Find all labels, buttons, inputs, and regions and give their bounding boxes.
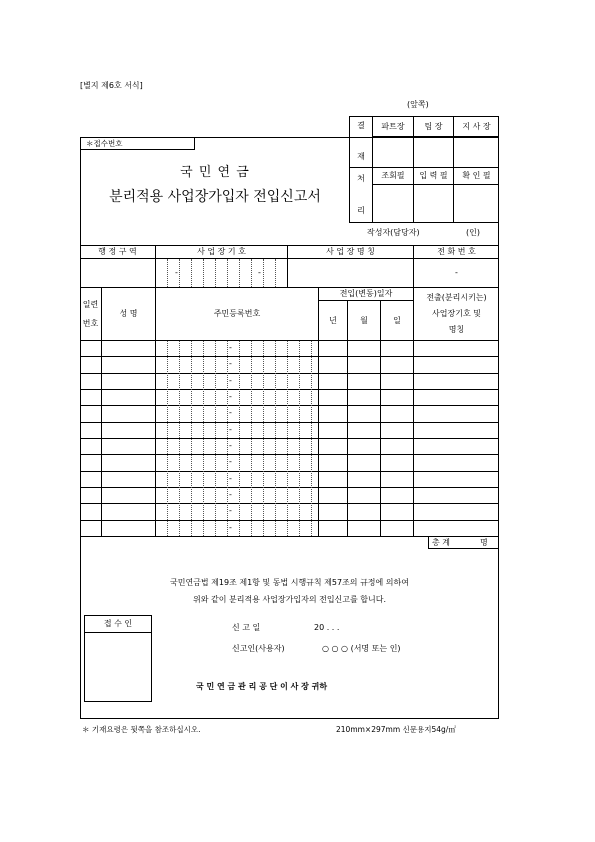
workplace-name-header: 사 업 장 명 칭 <box>326 247 375 256</box>
resident-number-separator: - <box>229 506 232 515</box>
transfer-date-header: 전입(변동)일자 <box>339 289 393 298</box>
table-row-divider <box>80 503 499 504</box>
resident-digit-guide <box>275 341 276 536</box>
table-row-divider <box>80 422 499 423</box>
month-header: 월 <box>360 316 368 325</box>
table-row-divider <box>80 454 499 455</box>
form-title-line2: 분리적용 사업장가입자 전입신고서 <box>109 189 321 205</box>
approval-gyeoljae-char1: 결 <box>357 121 365 130</box>
paper-spec: 210mm×297mm 신문용지54g/㎡ <box>336 725 456 734</box>
origin-header-line2: 사업장기호 및 <box>432 309 481 318</box>
origin-header-line3: 명칭 <box>448 325 465 334</box>
form-title-line1: 국 민 연 금 <box>180 165 250 180</box>
resident-number-separator: - <box>229 474 232 483</box>
receipt-number-label: ＊접수번호 <box>86 139 123 148</box>
approval-inquiry-done: 조회필 <box>381 171 405 180</box>
approval-part-leader: 파트장 <box>381 122 405 131</box>
resident-digit-guide <box>179 341 180 536</box>
writer-label: 작성자(담당자) <box>367 228 420 237</box>
resident-digit-guide <box>311 341 312 536</box>
table-row-divider <box>80 373 499 374</box>
resident-digit-guide <box>227 341 228 536</box>
approval-gyeoljae-char2: 재 <box>357 152 365 161</box>
resident-digit-guide <box>239 341 240 536</box>
resident-number-separator: - <box>229 441 232 450</box>
approval-confirm-done: 확 인 필 <box>462 171 491 180</box>
approval-team-leader: 팀 장 <box>424 122 443 131</box>
resident-digit-guide <box>215 341 216 536</box>
total-label: 총 계 <box>432 538 450 547</box>
phone-separator: - <box>455 268 458 277</box>
table-row-divider <box>80 520 499 521</box>
declaration-line2: 위와 같이 분리적용 사업장가입자의 전입신고를 합니다. <box>193 595 386 604</box>
table-row-divider <box>80 389 499 390</box>
reporter-label: 신고인(사용자) <box>232 644 285 653</box>
approval-cheori-char2: 리 <box>357 206 365 215</box>
addressee: 국 민 연 금 관 리 공 단 이 사 장 귀하 <box>196 682 328 691</box>
receiver-label: 접 수 인 <box>103 619 133 628</box>
resident-digit-guide <box>287 341 288 536</box>
approval-cheori-char1: 처 <box>357 174 365 183</box>
resident-number-separator: - <box>229 408 232 417</box>
resident-digit-guide <box>167 341 168 536</box>
approval-input-done: 입 력 필 <box>419 171 448 180</box>
resident-digit-guide <box>191 341 192 536</box>
table-row-divider <box>80 471 499 472</box>
origin-header-line1: 전출(분리시키는) <box>426 293 487 302</box>
table-row-divider <box>80 405 499 406</box>
workplace-symbol-header: 사 업 장 기 호 <box>197 247 246 256</box>
form-number-label: [별지 제6호 서식] <box>80 81 143 90</box>
resident-number-separator: - <box>229 392 232 401</box>
side-label: (앞쪽) <box>407 100 429 109</box>
resident-digit-guide <box>299 341 300 536</box>
report-date-value[interactable]: 20 . . . <box>314 623 340 632</box>
admin-area-header: 행 정 구 역 <box>98 247 137 256</box>
footnote: ＊ 기재요령은 뒷쪽을 참조하십시오. <box>82 725 201 734</box>
resident-number-separator: - <box>229 359 232 368</box>
symbol-separator-1: - <box>175 268 178 277</box>
day-header: 일 <box>393 316 401 325</box>
resident-number-separator: - <box>229 523 232 532</box>
table-row-divider <box>80 487 499 488</box>
serial-header-line1: 일련 <box>82 300 99 309</box>
serial-header-line2: 번호 <box>82 319 99 328</box>
resident-number-separator: - <box>229 425 232 434</box>
report-date-label: 신 고 일 <box>232 623 261 632</box>
approval-branch-head: 지 사 장 <box>462 122 491 131</box>
reporter-value[interactable]: ○ ○ ○ (서명 또는 인) <box>322 644 401 653</box>
resident-number-separator: - <box>229 490 232 499</box>
resident-number-separator: - <box>229 343 232 352</box>
resident-number-separator: - <box>229 376 232 385</box>
receiver-box <box>84 615 152 702</box>
symbol-separator-2: - <box>258 268 261 277</box>
total-unit: 명 <box>480 538 488 547</box>
resident-digit-guide <box>203 341 204 536</box>
resident-number-header: 주민등록번호 <box>213 309 261 318</box>
writer-seal: (인) <box>466 228 480 237</box>
year-header: 년 <box>329 316 337 325</box>
resident-digit-guide <box>263 341 264 536</box>
name-header: 성 명 <box>119 309 138 318</box>
declaration-line1: 국민연금법 제19조 제1항 및 동법 시행규칙 제57조의 규정에 의하여 <box>170 578 409 587</box>
table-row-divider <box>80 438 499 439</box>
table-row-divider <box>80 356 499 357</box>
resident-digit-guide <box>251 341 252 536</box>
resident-number-separator: - <box>229 457 232 466</box>
phone-header: 전 화 번 호 <box>437 247 476 256</box>
